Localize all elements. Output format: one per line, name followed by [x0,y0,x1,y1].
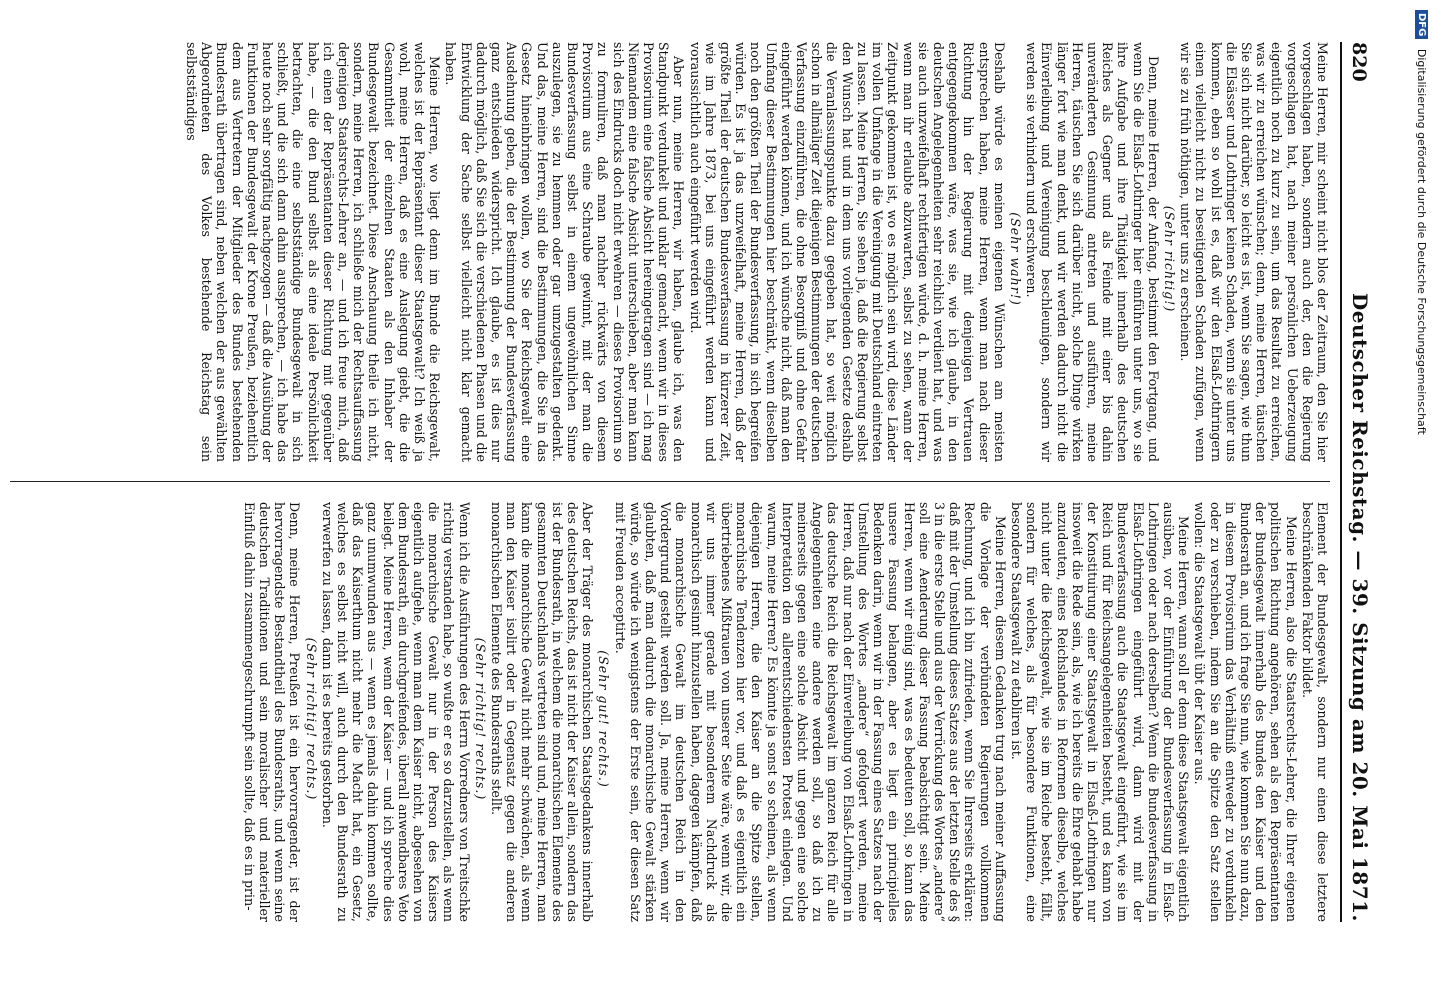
paragraph: Wenn ich die Ausführungen des Herrn Vorredners von Treitschke richtig verstanden habe, so wußte er es so darzustellen, als wenn die monarchische Gewalt nur in der Person des Kaisers eigentlich aufgehe, wenn man dem Kaiser nicht, abgesehen von dem Bundesrath, ein durchgreifendes, überall anwendbares Veto beilegt. Meine Herren, wenn der Kaiser — und ich spreche dies ganz unumwunden aus — wenn es jemals dahin kommen sollte, daß das Kaiserthum nicht mehr die Macht hat, ein Gesetz, welches es selbst nicht will, auch durch den Bundesrath zu verwerfen zu lassen, dann ist es bereits gestorben. [319,502,472,922]
paragraph: Meine Herren, diesem Gedanken trug nach meiner Auffassung die Vorlage der verbündeten Regierungen vollkommen Rechnung, und ich bin zufrieden, wenn Sie Ihrerseits erklären: daß mit der Umstellung dieses Satzes aus der letzten Stelle des § 3 in die erste Stelle und aus der Verrückung des Wortes „andere“ soll eine Aenderung dieser Fassung beabsichtigt sein. Meine Herren, wenn wir einig sind, was es bedeuten soll, so kann das unsere Fassung belangen, aber es liegt ein principielles Bedenken darin, wenn wir in der Fassung eines Satzes nach der Umstellung des Wortes „andere“ gefolgert werden, meine Herren, daß nur nach der Einverleibung von Elsaß-Lothringen in das deutsche Reich die Reichsgewalt im ganzen Reich für alle Angelegenheiten eine andere werden soll, so daß ich zu meinerseits gegen eine solche Absicht und gegen eine solche Interpretation den allerentschiedensten Protest einlegen. Und warum, meine Herren? Es könnte ja sonst so scheinen, als wenn diejenigen Herren, die den Kaiser an die Spitze stellen, monarchische Tendenzen hier vor, und daß es eigentlich ein übertriebenes Mißtrauen von unserer Seite wäre, wenn wir, die wir uns immer gerade mit besonderem Nachdruck als monarchisch gesinnt hinzustellen haben, dagegen kämpfen, daß die monarchische Gewalt im deutschen Reich in den Vordergrund gestellt werden soll. Ja, meine Herren, wenn wir glaubten, daß man dadurch die monarchische Gewalt stärken würde, so würde ich wenigstens der Erste sein, der diesen Satz mit Freuden acceptirte. [612,502,1008,922]
page-header [1340,42,1392,922]
interjection: (Sehr richtig!) [1161,205,1177,313]
paragraph: Denn, meine Herren, Preußen ist ein hervorragender, ist der hervorragendste Bestandtheil des Bundesraths, und wenn seine deutschen Traditionen und sein moralischer und materieller Einfluß dahin zusammengeschrumpft sein sollte, daß es in prin- [241,502,303,922]
text-columns [10,42,1330,922]
paragraph: Meine Herren, wo liegt denn im Bunde die Reichsgewalt, welches ist der Repräsentant dieser Staatsgewalt? Ich weiß ja wohl, meine Herren, daß es eine Auslegung giebt, die die Gesammtheit der einzelnen Staaten als den Inhaber der Bundesgewalt bezeichnet. Diese Anschauung theile ich nicht, sondern, meine Herren, ich schließe mich der Rechtsauffassung derjenigen Staatsrechts-Lehrer an, — und ich freue mich, daß ich einen der Repräsentanten dieser Richtung mit gegenüber habe, — die den Bund selbst als eine ideale Persönlichkeit betrachten, die eine selbstständige Bundesgewalt in sich schließt, und die sich dann dahin aussprechen, — ich habe das heute noch sehr sorgfältig nachgezogen — daß die Ausübung der Funktionen der Bundesgewalt der Krone Preußen, beziehentlich dem aus Vertretern der Mitglieder des Bundes bestehenden Bundesrath übertragen sind, neben welchen der aus gewählten Abgeordneten des Volkes bestehende Reichstag sein selbstständiges [183,42,443,462]
paragraph: Meine Herren, mir scheint nicht blos der Zeitraum, den Sie hier vorgeschlagen haben, sondern auch der, den die Regierung vorgeschlagen hat, nach meiner persönlichen Ueberzeugung eigentlich noch zu kurz zu sein, um das Resultat zu erreichen, was wir zu erreichen wünschen; denn, meine Herren, täuschen Sie sich nicht darüber, so leicht es ist, wenn Sie sagen, wie thun die Elsässer und Lothringer keinen Schaden, wenn sie unter uns kommen, eben so wohl ist es, daß wir den Elsaß-Lothringern einen vielleicht nicht zu beseitigenden Schaden zufügen, wenn wir sie zu früh nöthigen, unter uns zu erscheinen. [1178,42,1330,462]
paragraph: Meine Herren, wann soll er denn diese Staatsgewalt eigentlich ausüben, vor der Einführung der Bundesverfassung in Elsaß-Lothringen oder nach derselben? Wenn die Bundesverfassung in Elsaß-Lothringen eingeführt wird, dann wird mit der Bundesverfassung auch die Staatsgewalt eingeführt, wie sie im Reich und für Reichsangelegenheiten besteht, und es kann von der Konstituirung einer Staatsgewalt in Elsaß-Lothringen nur insoweit die Rede sein, als, wie ich bereits die Ehre gehabt habe anzudeuten, eines Reichslandes in Reformen dieselbe, welches nicht unter die Reichsgewalt, wie sie im Reiche besteht, fällt, sondern für welches, als für besondere Funktionen, eine besondere Staatsgewalt zu etabliren ist. [1008,502,1192,922]
right-column [10,502,1330,922]
paragraph: Denn, meine Herren, der Anfang, bestimmt den Fortgang, und wenn Sie die Elsaß-Lothringer hier einführen unter uns, wo sie ihre Aufgabe und ihre Thätigkeit innerhalb des deutschen Reiches als Gegner und als Feinde mit einer bis dahin unveränderten Gesinnung antreten und ausführen, meine Herren, täuschen Sie sich darüber nicht, solche Dinge wirken länger fort wie man denkt, und wir werden dadurch nicht die Einverleibung und Vereinigung beschleunigen, sondern wir werden sie verhindern und erschweren. [1024,42,1161,462]
left-column [10,42,1330,462]
dfg-sidebar [1404,0,1432,1000]
interjection: (Sehr richtig! rechts.) [472,637,488,801]
interjection: (Sehr gut! rechts.) [596,650,612,788]
paragraph: Meine Herren, also die Staatsrechts-Lehrer, die Ihrer eigenen politischen Richtung angehören, sehen als den Repräsentanten der Bundesgewalt innerhalb des Bundes den Kaiser und den Bundesrath an, und ich frage Sie nun, wie kommen Sie nun dazu, in diesem Provisorium das Verhältniß entweder zu verdunkeln oder zu verschieben, indem Sie an die Spitze den Satz stellen wollen: die Staatsgewalt übt der Kaiser aus. [1192,502,1299,922]
interjection: (Sehr wahr!) [1007,212,1023,306]
paragraph: Aber der Träger des monarchischen Staatsgedankens innerhalb des deutschen Reichs, das ist nicht der Kaiser allein, sondern das ist der Bundesrath, in welchem die monarchischen Elemente des gesammten Deutschlands vertreten sind und, meine Herren, man kann die monarchische Gewalt nicht mehr schwächen, als wenn man den Kaiser isolirt oder in Gegensatz gegen die anderen monarchischen Elemente des Bundesraths stellt. [489,502,596,922]
page-number: 820 [1348,42,1370,82]
paragraph: Aber nun, meine Herren, wir haben, glaube ich, was den Standpunkt verdunkelt und unklar gemacht, wenn wir in dieses Provisorium eine falsche Absicht hereingetragen sind — ich mag Niemandem eine falsche Absicht unterschieben, aber man kann sich des Eindrucks doch nicht erwehren — dieses Provisorium so zu formuliren, daß man nachher rückwärts von diesem Provisorium aus eine Schraube gewinnt, mit der man die Bundesverfassung selbst in einem ungewöhnlichen Sinne auszulegen, sie zu hemmen oder gar umzugestalten gedenkt. Und das, meine Herren, sind die Bestimmungen, die Sie in das Gesetz hineinbringen wollen, wo Sie der Reichsgewalt eine Ausdehnung geben, die der Bestimmung der Bundesverfassung ganz entschieden widerspricht. Ich glaube, es ist dies nur dadurch möglich, daß Sie sich die verschiedenen Phasen und die Entwicklung der Sache selbst vielleicht nicht klar gemacht haben. [443,42,687,462]
dfg-logo: DFG [1415,10,1428,39]
paragraph: Element der Bundesgewalt, sondern nur einen diese letztere beschränkenden Faktor bildet. [1299,502,1330,922]
dfg-credit-text: Digitalisierung gefördert durch die Deutsche Forschungsgemeinschaft [1415,48,1428,435]
paragraph: Deshalb würde es meinen eigenen Wünschen am meisten entsprechen haben, meine Herren, wenn man nach dieser Richtung hin der Regierung mit denjenigen Vertrauen entgegengekommen wäre, was sie, wie ich glaube, in den deutschen Angelegenheiten sehr reichlich verdient hat, und was sie auch unzweifelhaft rechtfertigen würde, d. h. meine Herren, wenn man ihr erlaubte abzuwarten, selbst zu sehen, wann der Zeitpunkt gekommen ist, wo es möglich sein wird, diese Länder im vollen Umfange in die Vereinigung mit Deutschland eintreten zu lassen. Meine Herren, Sie sehen ja, daß die Regierung selbst den Wunsch hat und in dem uns vorliegenden Gesetze deshalb die Veranlassungspunkte dazu gegeben hat, so weit möglich schon in allmäliger Zeit diejenigen Bestimmungen der deutschen Verfassung einzuführen, die ohne Besorgniß und ohne Gefahr eingeführt werden können, und ich wünsche nicht, daß man den Umfang dieser Bestimmungen hier beschränkt, wenn dieselben noch den größten Theil der Bundesverfassung, in sich begreifen würden. Es ist ja das unzweifelhaft, meine Herren, daß der größte Theil der deutschen Bundesverfassung in kürzerer Zeit, wie im Jahre 1873, bei uns eingeführt werden kann und voraussichtlich auch eingeführt werden wird. [687,42,1007,462]
dfg-credit [1415,10,1428,435]
column-divider [10,481,1330,482]
running-title: Deutscher Reichstag. — 39. Sitzung am 20. Mai 1871. [1348,292,1372,922]
page-body [2,42,1392,922]
interjection: (Sehr richtig! rechts.) [303,637,319,801]
